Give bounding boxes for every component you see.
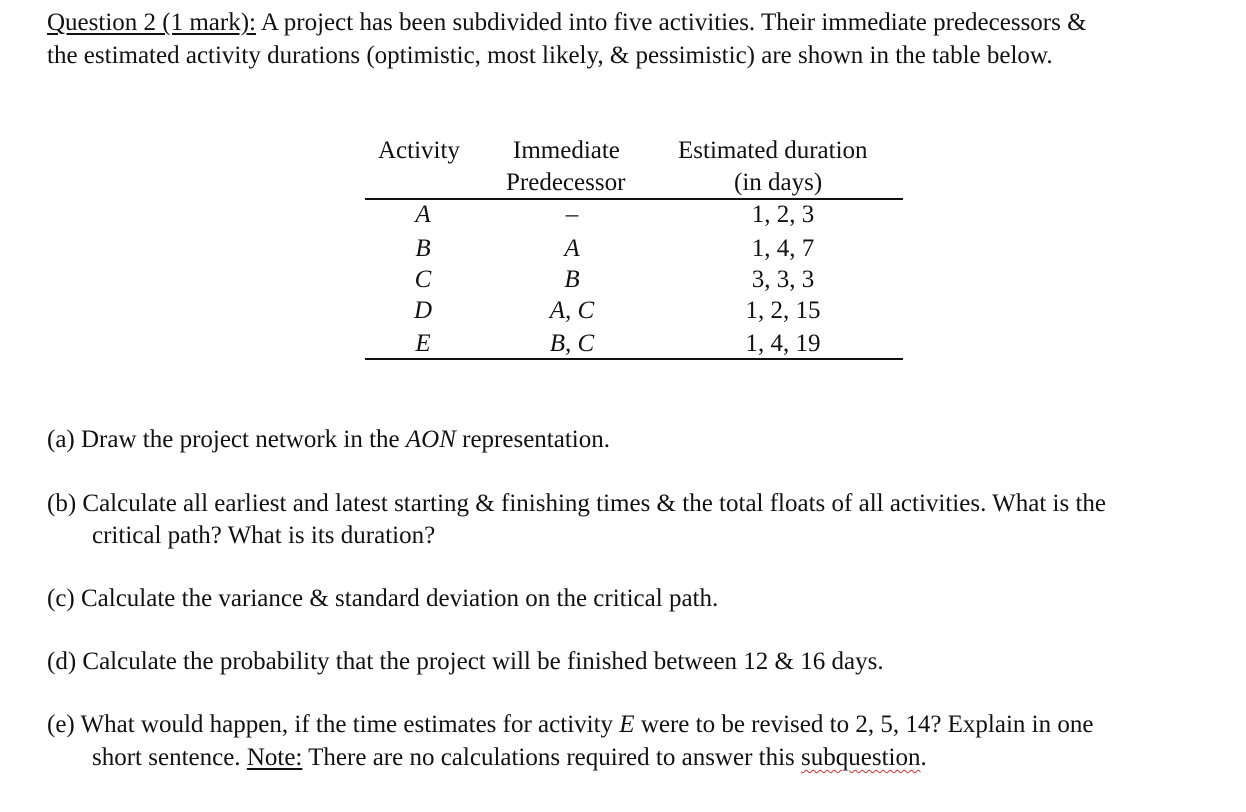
- question-a-text: (a) Draw the project network in the: [47, 426, 406, 453]
- question-a-text-end: representation.: [455, 426, 610, 453]
- intro-line-2: the estimated activity durations (optimistic, most likely, & pessimistic) are shown in the table below.: [47, 42, 1053, 69]
- question-e-emphasis: E: [619, 711, 635, 738]
- question-a-emphasis: AON: [405, 426, 456, 453]
- header-predecessor-line-1: Immediate: [513, 137, 620, 164]
- intro-line-1-text: A project has been subdivided into five activities. Their immediate predecessors &: [255, 9, 1087, 36]
- table-header-rule: [365, 198, 903, 200]
- question-e-line-2-end: .: [920, 744, 927, 771]
- table-bottom-rule: [365, 358, 903, 360]
- header-activity: Activity: [378, 137, 460, 164]
- spellcheck-word: subquestion: [801, 744, 921, 771]
- question-e-line-2-mid: There are no calculations required to answer this: [302, 744, 802, 771]
- header-predecessor-line-2: Predecessor: [506, 169, 626, 196]
- question-a: [47, 426, 610, 454]
- question-e-line-2-start: short sentence.: [92, 744, 247, 771]
- question-e-line-2: [92, 744, 927, 772]
- question-b-line-1: (b) Calculate all earliest and latest starting & finishing times & the total floats of all activities. What is the: [47, 490, 1106, 517]
- question-c: (c) Calculate the variance & standard deviation on the critical path.: [47, 585, 719, 612]
- header-duration-line-2: (in days): [734, 169, 823, 196]
- question-e-line-1: [47, 711, 1093, 739]
- intro-line-1: [47, 9, 1087, 37]
- question-e-text-end: were to be revised to 2, 5, 14? Explain in one: [634, 711, 1094, 738]
- question-e-text: (e) What would happen, if the time estimates for activity: [47, 711, 620, 738]
- question-b-line-2: critical path? What is its duration?: [92, 522, 436, 549]
- question-heading: Question 2 (1 mark):: [47, 9, 256, 36]
- note-label: Note:: [246, 744, 303, 771]
- header-duration-line-1: Estimated duration: [678, 137, 868, 164]
- question-d: (d) Calculate the probability that the project will be finished between 12 & 16 days.: [47, 648, 884, 675]
